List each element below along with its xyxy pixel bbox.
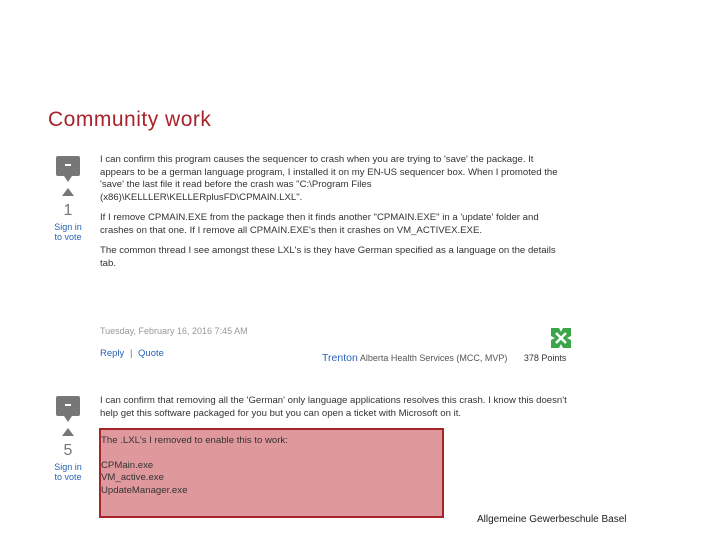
post-paragraph: I can confirm this program causes the sequencer to crash when you are trying to 'save' the package. It appears to be a german language program, I installed it on my EN-US sequencer box. When I promoted the 'save' the last file it read before the crash was "C:\Program Files (x86)\KELLLER\KELLERplusFD\CPMAIN.LXL".: [100, 154, 558, 203]
slide-footer: Allgemeine Gewerbeschule Basel: [477, 514, 627, 525]
list-item: VM_active.exe: [101, 472, 164, 483]
post1-vote-column: [53, 156, 83, 242]
post1-body: [100, 154, 570, 278]
post-actions: [100, 348, 164, 359]
post-paragraph: If I remove CPMAIN.EXE from the package then it finds another "CPMAIN.EXE" in a 'update' folder and crashes on that one. If I remove all CPMAIN.EXE's then it crashes on VM_ACTIVEX.EXE.: [100, 212, 539, 236]
list-item: UpdateManager.exe: [101, 484, 188, 496]
post-timestamp: Tuesday, February 16, 2016 7:45 AM: [100, 326, 248, 336]
list-item: CPMain.exe: [101, 459, 154, 471]
sign-in-label: Sign in: [54, 462, 82, 472]
removed-files-list: [101, 435, 288, 497]
post2-body: [100, 395, 570, 428]
sign-in-to-vote-link[interactable]: [53, 462, 83, 482]
author-name[interactable]: Trenton: [322, 352, 358, 364]
sign-in-to-vote-link[interactable]: [53, 222, 83, 242]
comment-bubble-icon: [56, 156, 80, 176]
post2-vote-column: [53, 396, 83, 482]
reply-link[interactable]: Reply: [100, 348, 125, 359]
list-heading: The .LXL's I removed to enable this to work:: [101, 435, 288, 446]
post-paragraph: I can confirm that removing all the 'German' only language applications resolves this crash. I know this doesn't help get this software packaged for you but you can open a ticket with Microsoft on it.: [100, 395, 567, 419]
upvote-arrow-icon[interactable]: [62, 188, 74, 196]
slide-title: Community work: [48, 108, 212, 131]
author-points: 378 Points: [523, 353, 567, 363]
author-line: [322, 352, 566, 364]
vote-count: 5: [63, 442, 73, 459]
action-separator: |: [129, 348, 133, 359]
comment-bubble-icon: [56, 396, 80, 416]
sign-in-label: Sign in: [54, 222, 82, 232]
to-vote-label: to vote: [54, 472, 82, 482]
post-paragraph: The common thread I see amongst these LXL's is they have German specified as a language on the details tab.: [100, 245, 556, 269]
author-org: Alberta Health Services (MCC, MVP): [359, 353, 508, 363]
quote-link[interactable]: Quote: [138, 348, 164, 359]
upvote-arrow-icon[interactable]: [62, 428, 74, 436]
to-vote-label: to vote: [54, 232, 82, 242]
vote-count: 1: [63, 202, 73, 219]
mvp-badge-icon: [549, 326, 573, 350]
